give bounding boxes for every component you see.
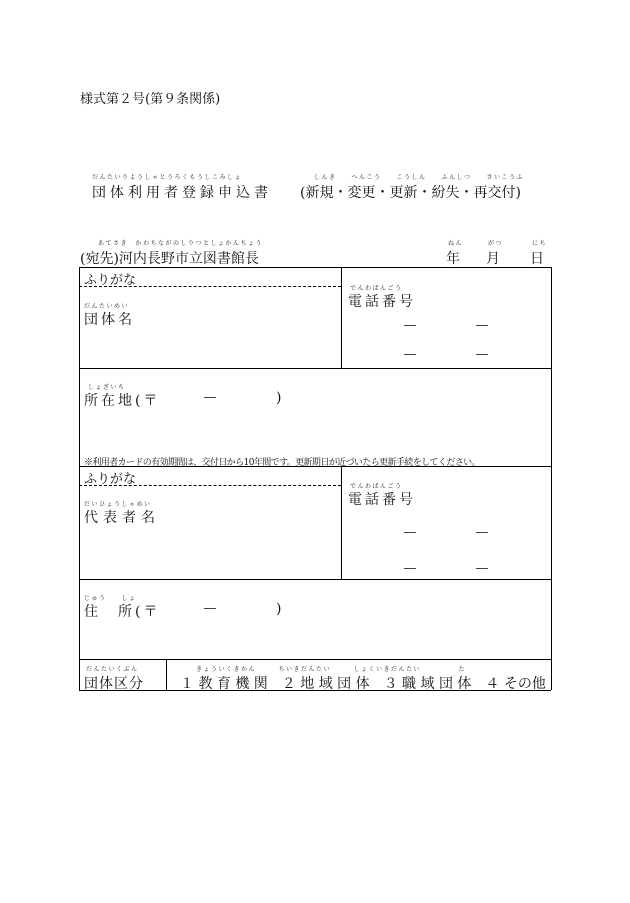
class-label-ruby: だんたいくぶん: [86, 666, 139, 673]
phone-separator: ―: [404, 347, 416, 361]
addressee-ruby: あてさき かわちながのしりつとしょかんちょう: [98, 240, 264, 247]
validity-notice: ※利用者カードの有効期間は、交付日から10年間です。更新期日が近づいたら更新手続をしてください。: [84, 458, 480, 468]
group-name-ruby: だんたいめい: [84, 303, 130, 310]
year-ruby: ねん: [448, 240, 464, 247]
types-ruby: しんき へんこう こうしん ふんしつ さいこうふ: [314, 174, 525, 181]
rep-name-label: 代表者名: [84, 510, 160, 526]
day-ruby: にち: [532, 240, 548, 247]
month-ruby: がつ: [488, 240, 504, 247]
rep-address-label: 住 所(〒: [84, 604, 161, 620]
month-label: 月: [486, 251, 500, 267]
phone-separator: ―: [404, 525, 416, 539]
year-label: 年: [446, 251, 460, 267]
title-ruby: だんたいりようしゃとうろくもうしこみしょ: [92, 174, 243, 181]
form-number: 様式第２号(第９条関係): [80, 92, 221, 107]
rep-phone-field[interactable]: [345, 510, 549, 576]
group-name-label: 団体名: [84, 312, 135, 328]
group-furigana-label: ふりがな: [84, 273, 137, 288]
phone-separator: ―: [404, 318, 416, 332]
group-phone-label: 電話番号: [348, 294, 416, 310]
group-address-ruby: しょざいち: [88, 384, 126, 391]
class-label: 団体区分: [84, 676, 144, 692]
phone-separator: ―: [476, 525, 488, 539]
form-title: 団体利用者登録申込書: [92, 185, 272, 201]
phone-separator: ―: [476, 318, 488, 332]
group-address-field[interactable]: [84, 410, 546, 450]
postal-separator: ―: [204, 601, 216, 615]
rep-address-field[interactable]: [84, 620, 546, 656]
group-address-close: ): [276, 390, 282, 406]
phone-separator: ―: [404, 561, 416, 575]
group-address-label: 所在地(〒: [84, 393, 161, 409]
rep-name-ruby: だいひょうしゃめい: [84, 501, 152, 508]
phone-separator: ―: [476, 347, 488, 361]
class-options[interactable]: １ 教 育 機 関 ２ 地 域 団 体 ３ 職 域 団 体 ４ その他: [180, 676, 546, 692]
rep-phone-ruby: でんわばんごう: [350, 483, 403, 490]
rep-address-close: ): [276, 601, 282, 617]
group-phone-field[interactable]: [345, 312, 549, 366]
addressee: (宛先)河内長野市立図書館長: [80, 251, 259, 267]
postal-separator: ―: [204, 390, 216, 404]
day-label: 日: [530, 251, 544, 267]
rep-phone-label: 電話番号: [348, 492, 416, 508]
group-phone-ruby: でんわばんごう: [350, 285, 403, 292]
form-types: (新規・変更・更新・紛失・再交付): [300, 185, 521, 201]
phone-separator: ―: [476, 561, 488, 575]
rep-furigana-label: ふりがな: [84, 472, 137, 487]
class-options-ruby: きょういくきかん ちいきだんたい しょくいきだんたい た: [196, 666, 467, 673]
rep-address-ruby: じゅう しょ: [84, 595, 137, 602]
